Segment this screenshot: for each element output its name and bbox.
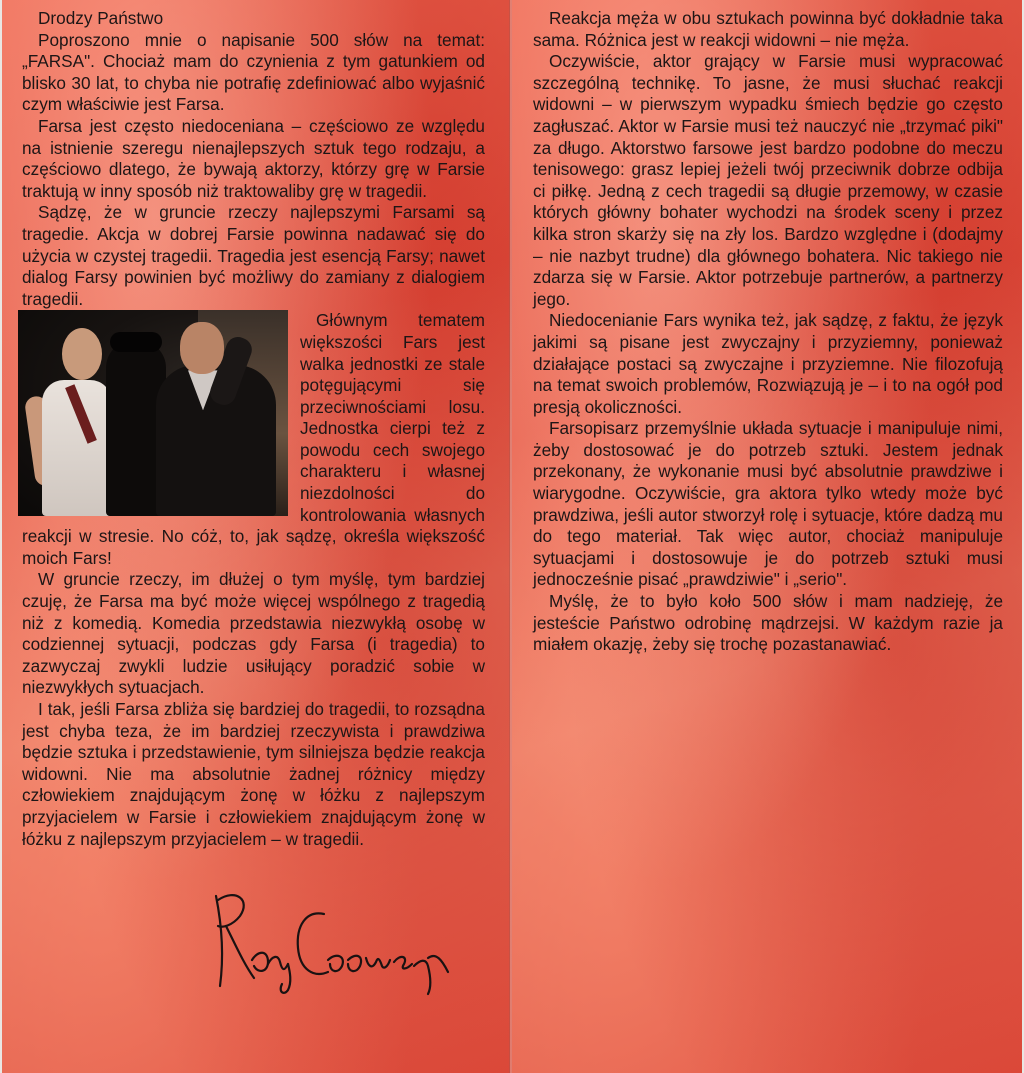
paragraph: Myślę, że to było koło 500 słów i mam nadzieję, że jesteście Państwo odrobinę mądrzejsi. W każdym razie ja miałem okazję, żeby się trochę pozastanawiać. [533, 591, 1003, 655]
stage-photo [18, 310, 288, 516]
signature-text: Ray Cooney [196, 886, 202, 887]
right-page [512, 0, 1022, 1073]
paragraph: Oczywiście, aktor grający w Farsie musi wypracować szczególną technikę. To jasne, że musi słuchać reakcji widowni – w pierwszym wypadku śmiech będzie go często zagłuszać. Aktor w Farsie musi też nauczyć nie „trzymać piki" za długo. Aktorstwo farsowe jest bardzo podobne do meczu tenisowego: grasz lepiej jeżeli twój przeciwnik dobrze odbija ci piłkę. Jedną z cech tragedii są długie przemowy, w czasie których główny bohater wychodzi na środek sceny i przez kilka stron skarży się na zły los. Bardzo względne i (dodajmy – nie nazbyt trudne) dla głównego bohatera. Nic takiego nie zdarza się w Farsie. Aktor potrzebuje partnerów, a partnerzy jego. [533, 51, 1003, 309]
paragraph: Głównym tematem większości Fars jest walka jednostki ze stale potęgującymi się przeciwnościami losu. Jednostka cierpi też z powodu cech swojego charakteru i własnej niezdolności do kontrolowania własnych reakcji w stresie. No cóż, to, jak sądzę, określa większość moich Fars! [22, 310, 485, 568]
paragraph: Farsopisarz przemyślnie układa sytuacje i manipuluje nimi, żeby dostosować je do potrzeb sztuki. Jestem jednak przekonany, że wykonanie musi być absolutnie prawdziwe i wiarygodne. Oczywiście, gra aktora tylko wtedy może być prawdziwa, jeśli autor stworzył rolę i sytuacje, które dadzą mu do tego materiał. Tak więc autor, chociaż manipuluje sytuacjami i dostosowuje je do potrzeb sztuki musi jednocześnie pisać „prawdziwie" i „serio". [533, 418, 1003, 590]
paragraph: Reakcja męża w obu sztukach powinna być dokładnie taka sama. Różnica jest w reakcji widowni – nie męża. [533, 8, 1003, 50]
paragraph: Poproszono mnie o napisanie 500 słów na temat: „FARSA". Chociaż mam do czynienia z tym gatunkiem od blisko 30 lat, to chyba nie potrafię zdefiniować albo wyjaśnić czym właściwie jest Farsa. [22, 29, 485, 115]
paragraph: W gruncie rzeczy, im dłużej o tym myślę, tym bardziej czuję, że Farsa ma być może więcej wspólnego z tragedią niż z komedią. Komedia przedstawia niezwykłą osobę w codziennej sytuacji, podczas gdy Farsa (i tragedia) to zazwyczaj zwykli ludzie usiłujący poradzić sobie w niezwykłych sytuacjach. [22, 569, 485, 698]
salutation: Drodzy Państwo [38, 8, 164, 28]
paragraph: Niedocenianie Fars wynika też, jak sądzę, z faktu, że język jakimi są pisane jest zwyczajny i przyziemny, ponieważ działające postaci są zwyczajne i przyziemne. Nie filozofują na temat swoich problemów, Rozwiązują je – i to na ogół pod presją okoliczności. [533, 310, 1003, 417]
right-column [533, 8, 1003, 656]
author-signature [196, 886, 486, 996]
left-column [22, 8, 485, 850]
paragraph: I tak, jeśli Farsa zbliża się bardziej do tragedii, to rozsądna jest chyba teza, że im bardziej rzeczywista i prawdziwa będzie sztuka i przedstawienie, tym silniejsza będzie reakcja widowni. Nie ma absolutnie żadnej różnicy między człowiekiem znajdującym żonę w łóżku z najlepszym przyjacielem w Farsie i człowiekiem znajdującym żonę w łóżku z najlepszym przyjacielem – w tragedii. [22, 699, 485, 849]
paragraph: Farsa jest często niedoceniana – częściowo ze względu na istnienie szeregu nienajlepszych sztuk tego rodzaju, a częściowo dlatego, że bywają aktorzy, którzy grę w Farsie traktują w inny sposób niż traktowaliby grę w tragedii. [22, 115, 485, 201]
paragraph: Sądzę, że w gruncie rzeczy najlepszymi Farsami są tragedie. Akcja w dobrej Farsie powinna nadawać się do użycia w czystej tragedii. Tragedia jest esencją Farsy; nawet dialog Farsy powinien być możliwy do zamiany z dialogiem tragedii. [22, 202, 485, 309]
